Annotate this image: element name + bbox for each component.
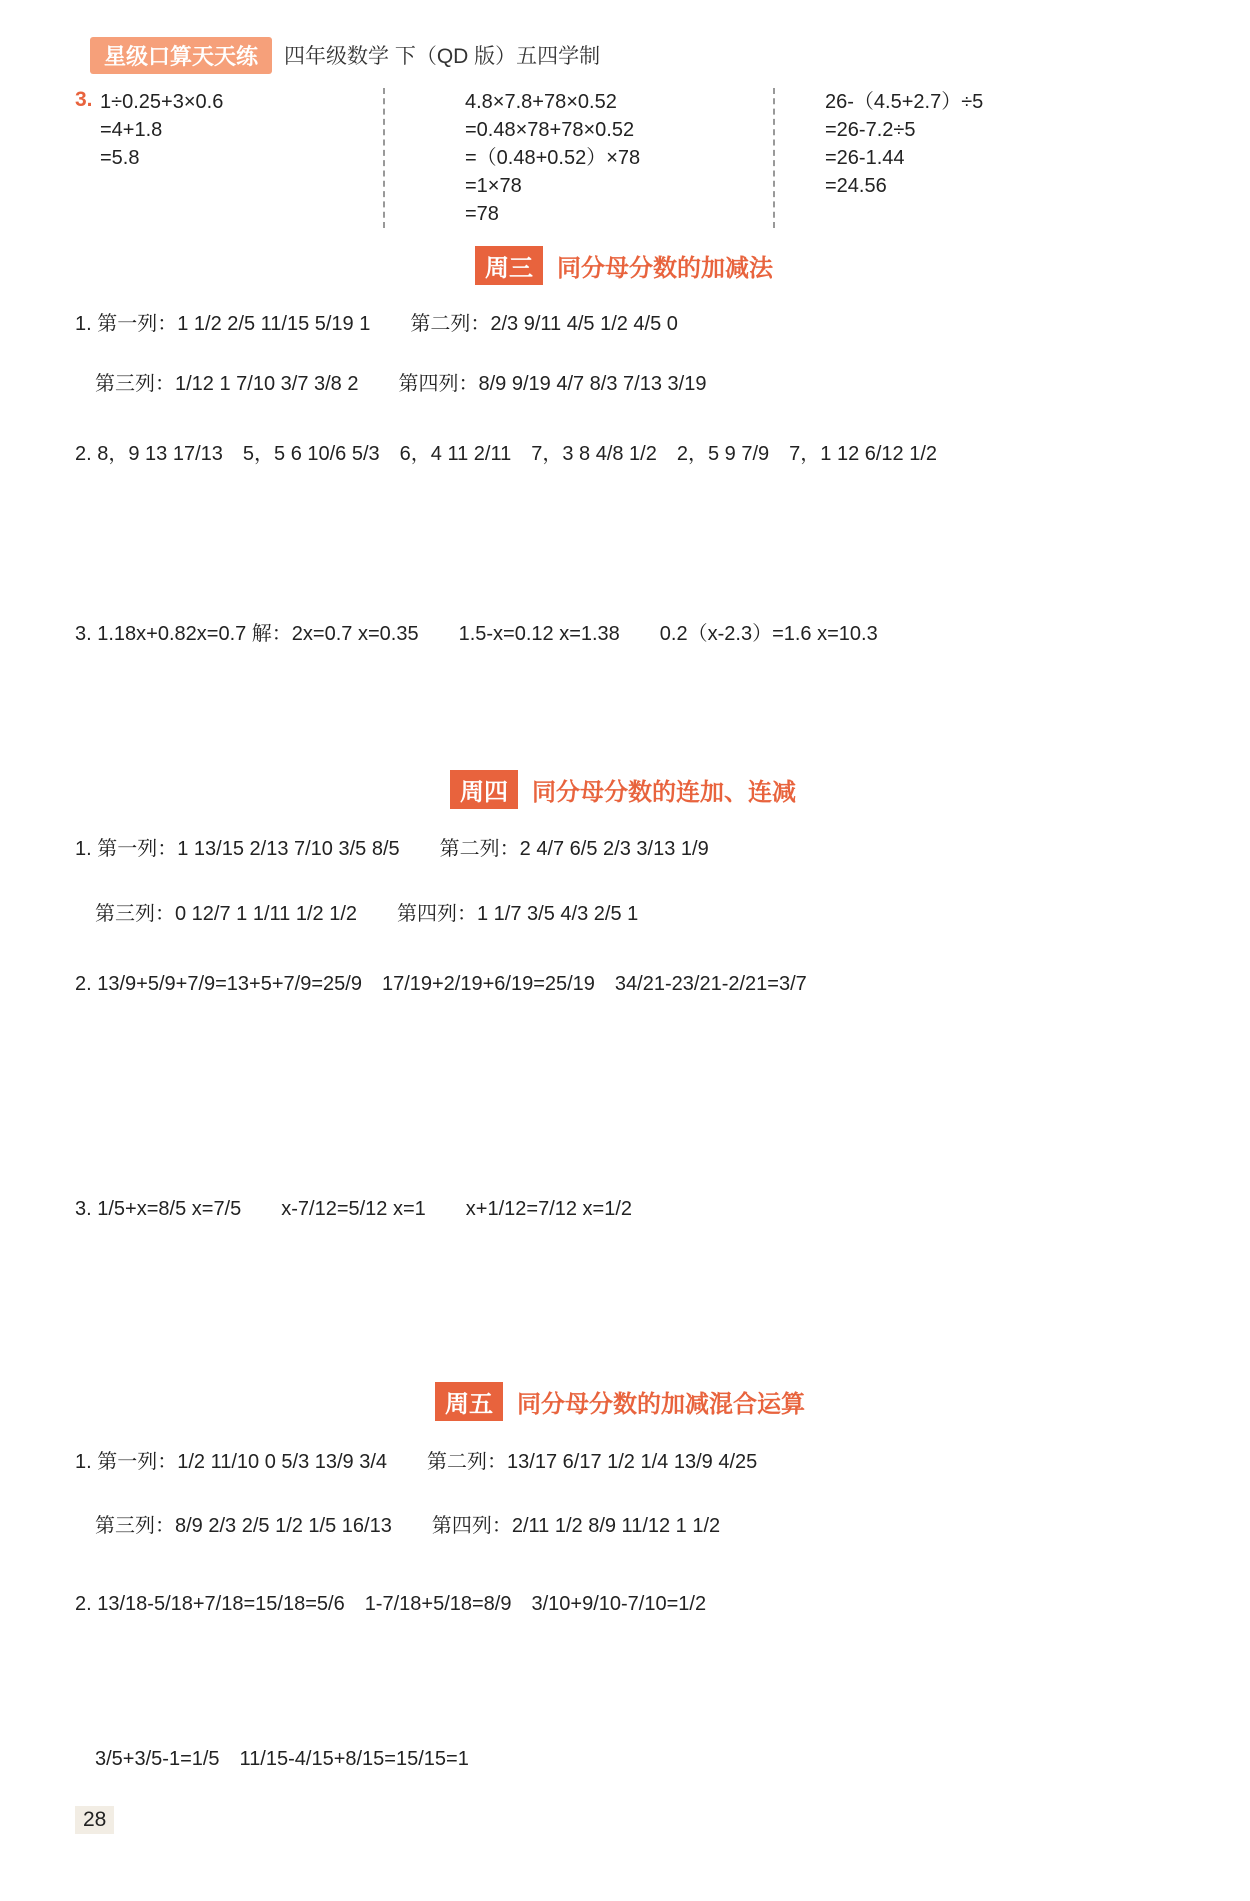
section-title-thu [450,770,796,809]
column-divider [383,88,385,228]
section-title-wed [475,246,773,285]
math-line: =24.56 [825,175,887,197]
fri-q1b-line: 第三列：8/9 2/3 2/5 1/2 1/5 16/13 第四列：2/11 1/2 8/9 11/12 1 1/2 [95,1515,721,1537]
fri-q3-line: 3/5+3/5-1=1/5 11/15-4/15+8/15=15/15=1 [95,1748,469,1770]
fri-q2-line: 2. 13/18-5/18+7/18=15/18=5/6 1-7/18+5/18=8/9 3/10+9/10-7/10=1/2 [75,1593,707,1615]
math-line: =78 [465,203,499,225]
math-line: =26-7.2÷5 [825,119,916,141]
math-line: 4.8×7.8+78×0.52 [465,91,617,113]
wed-q1b-line: 第三列：1/12 1 7/10 3/7 3/8 2 第四列：8/9 9/19 4/7 8/3 7/13 3/19 [95,373,707,395]
math-line: =0.48×78+78×0.52 [465,119,635,141]
wed-q1-line: 1. 第一列：1 1/2 2/5 11/15 5/19 1 第二列：2/3 9/11 4/5 1/2 4/5 0 [75,313,678,335]
section-heading: 同分母分数的加减法 [557,255,773,282]
top-col-3 [825,88,983,200]
math-line: =（0.48+0.52）×78 [465,147,641,169]
day-badge: 周三 [475,246,543,285]
thu-q3-line: 3. 1/5+x=8/5 x=7/5 x-7/12=5/12 x=1 x+1/12=7/12 x=1/2 [75,1198,633,1220]
thu-q2-line: 2. 13/9+5/9+7/9=13+5+7/9=25/9 17/19+2/19+6/19=25/19 34/21-23/21-2/21=3/7 [75,973,807,995]
math-line: =5.8 [100,147,140,169]
page-number: 28 [75,1806,114,1834]
top-col-1 [100,88,223,172]
math-line: =4+1.8 [100,119,163,141]
book-subtitle: 四年级数学 下（QD 版）五四学制 [284,45,601,68]
fri-q1-line: 1. 第一列：1/2 11/10 0 5/3 13/9 3/4 第二列：13/17 6/17 1/2 1/4 13/9 4/25 [75,1451,758,1473]
math-line: 26-（4.5+2.7）÷5 [825,91,984,113]
section-title-fri [435,1382,805,1421]
wed-q3-line: 3. 1.18x+0.82x=0.7 解：2x=0.7 x=0.35 1.5-x=0.12 x=1.38 0.2（x-2.3）=1.6 x=10.3 [75,623,878,645]
thu-q1b-line: 第三列：0 12/7 1 1/11 1/2 1/2 第四列：1 1/7 3/5 4/3 2/5 1 [95,903,639,925]
math-line: =1×78 [465,175,522,197]
math-line: 1÷0.25+3×0.6 [100,91,224,113]
math-line: =26-1.44 [825,147,905,169]
top-col-2 [465,88,640,228]
column-divider [773,88,775,228]
section-heading: 同分母分数的加减混合运算 [517,1391,805,1418]
thu-q1-line: 1. 第一列：1 13/15 2/13 7/10 3/5 8/5 第二列：2 4/7 6/5 2/3 3/13 1/9 [75,838,709,860]
section-heading: 同分母分数的连加、连减 [532,779,796,806]
page-header [90,38,600,72]
day-badge: 周四 [450,770,518,809]
wed-q2-line: 2. 8，9 13 17/13 5，5 6 10/6 5/3 6，4 11 2/11 7，3 8 4/8 1/2 2，5 9 7/9 7，1 12 6/12 1/2 [75,443,938,465]
top-block-number: 3. [75,88,93,111]
series-brand: 星级口算天天练 [90,37,272,74]
day-badge: 周五 [435,1382,503,1421]
